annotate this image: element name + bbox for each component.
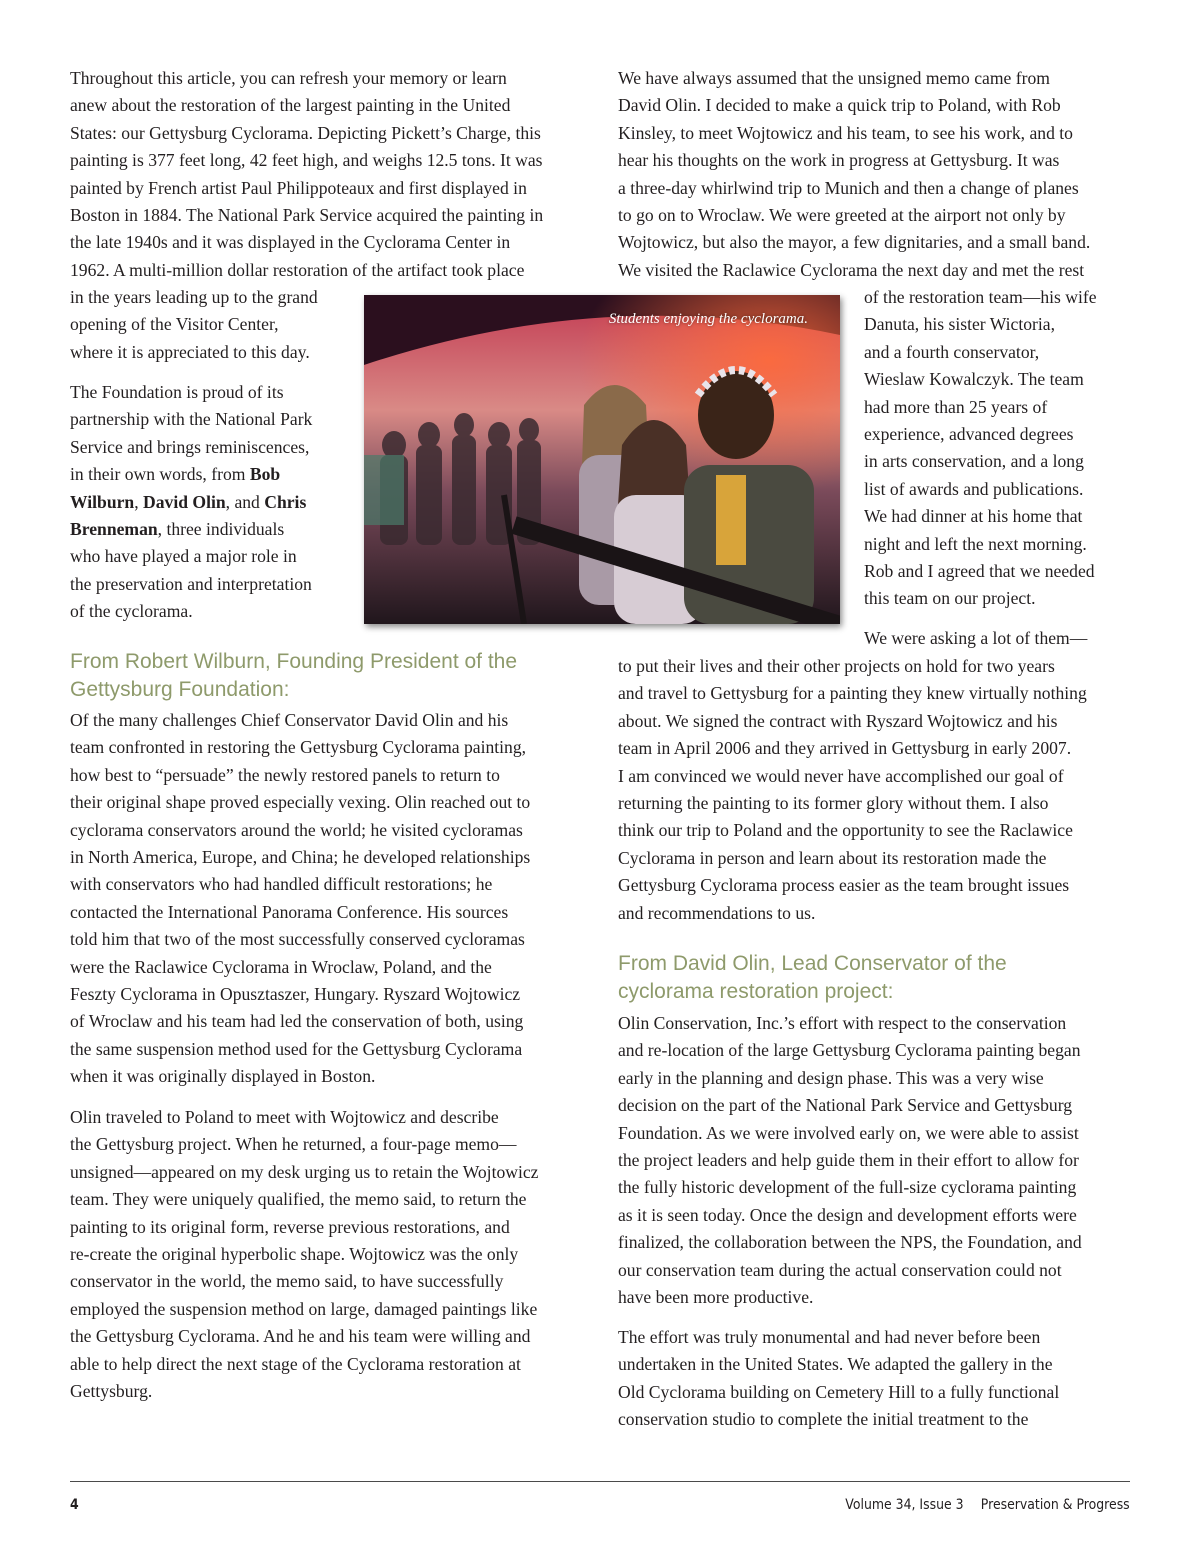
intro-paragraph-2-end: , three individuals who have played a major role in the preservation and interpretation of the cyclorama. bbox=[70, 519, 312, 622]
footer-divider bbox=[70, 1481, 1130, 1482]
name-chris-brenneman: Chris Brenneman bbox=[70, 491, 307, 540]
wilburn-paragraph-1: Of the many challenges Chief Conservator David Olin and his team confronted in restoring the Gettysburg Cyclorama painting, how best to “persuade” the newly restored panels to return to their original shape proved especially vexing. Olin reached out to cyclorama conservators around the world; he visited cycloramas in North America, Europe, and China; he developed relationships with conservators who had handled difficult restorations; he contacted the International Panorama Conference. His sources told him that two of the most successfully conserved cycloramas were the Raclawice Cyclorama in Wroclaw, Poland, and the Feszty Cyclorama in Opusztaszer, Hungary. Ryszard Wojtowicz of Wroclaw and his team had led the conservation of both, using the same suspension method used for the Gettysburg Cyclorama when it was originally displayed in Boston. bbox=[70, 710, 531, 1087]
issue-label: Volume 34, Issue 3 bbox=[845, 1497, 964, 1513]
page-number: 4 bbox=[70, 1497, 79, 1513]
students-cyclorama-photo bbox=[364, 295, 840, 624]
footer-publication-info bbox=[846, 1497, 1130, 1513]
wilburn-heading: From Robert Wilburn, Founding President of the Gettysburg Foundation: bbox=[70, 650, 518, 701]
wilburn-paragraph-4-continued: to put their lives and their other projects on hold for two years and travel to Gettysburg for a painting they knew virtually nothing about. We signed the contract with Ryszard Wojtowicz and his team in April 2006 and they arrived in Gettysburg in early 2007. I am convinced we would never have accomplished our goal of returning the painting to its former glory without them. I also think our trip to Poland and the opportunity to see the Raclawice Cyclorama in person and learn about its restoration made the Gettysburg Cyclorama process easier as the team brought issues and recommendations to us. bbox=[618, 656, 1087, 923]
photo-illustration bbox=[364, 295, 840, 624]
name-bob-wilburn: Bob Wilburn bbox=[70, 464, 281, 512]
olin-paragraph-2: The effort was truly monumental and had never before been undertaken in the United States. We adapted the gallery in the Old Cyclorama building on Cemetery Hill to a fully functional conservation studio to complete the initial treatment to the bbox=[618, 1327, 1060, 1430]
separator: , bbox=[134, 491, 144, 512]
intro-paragraph-1: Throughout this article, you can refresh your memory or learn anew about the restoration of the largest painting in the United States: our Gettysburg Cyclorama. Depicting Pickett’s Charge, this painting is 377 feet long, 42 feet high, and weighs 12.5 tons. It was painted by French artist Paul Philippoteaux and first displayed in Boston in 1884. The National Park Service acquired the painting in the late 1940s and it was displayed in the Cyclorama Center in 1962. A multi-million dollar restoration of the artifact took place bbox=[70, 68, 544, 280]
intro-paragraph-2-start: The Foundation is proud of its partnership with the National Park Service and brings reminiscences, in their own words, from bbox=[70, 382, 313, 485]
intro-paragraph-2 bbox=[70, 379, 360, 626]
wilburn-paragraph-4: We were asking a lot of them— bbox=[864, 628, 1088, 648]
photo-caption: Students enjoying the cyclorama. bbox=[608, 311, 808, 327]
olin-heading: From David Olin, Lead Conservator of the cyclorama restoration project: bbox=[618, 952, 1007, 1003]
wilburn-paragraph-2: Olin traveled to Poland to meet with Wojtowicz and describe the Gettysburg project. When he returned, a four-page memo— unsigned—appeared on my desk urging us to retain the Wojtowicz team. They were uniquely qualified, the memo said, to return the painting to its original form, reverse previous restorations, and re-create the original hyperbolic shape. Wojtowicz was the only conservator in the world, the memo said, to have successfully employed the suspension method on large, damaged paintings like the Gettysburg Cyclorama. And he and his team were willing and able to help direct the next stage of the Cyclorama restoration at Gettysburg. bbox=[70, 1107, 539, 1402]
intro-paragraph-1-continued: in the years leading up to the grand opening of the Visitor Center, where it is appreciated to this day. bbox=[70, 287, 318, 362]
wilburn-paragraph-3: We have always assumed that the unsigned memo came from David Olin. I decided to make a quick trip to Poland, with Rob Kinsley, to meet Wojtowicz and his team, to see his work, and to hear his thoughts on the work in progress at Gettysburg. It was a three-day whirlwind trip to Munich and then a change of planes to go on to Wroclaw. We were greeted at the airport not only by Wojtowicz, but also the mayor, a few dignitaries, and a small band. We visited the Raclawice Cyclorama the next day and met the rest bbox=[618, 68, 1091, 280]
publication-title: Preservation & Progress bbox=[981, 1497, 1130, 1513]
separator: , and bbox=[225, 491, 265, 512]
name-david-olin: David Olin bbox=[143, 491, 226, 512]
olin-paragraph-1: Olin Conservation, Inc.’s effort with respect to the conservation and re-location of the large Gettysburg Cyclorama painting began early in the planning and design phase. This was a very wise decision on the part of the National Park Service and Gettysburg Foundation. As we were involved early on, we were able to assist the project leaders and help guide them in their effort to allow for the fully historic development of the full-size cyclorama painting as it is seen today. Once the design and development efforts were finalized, the collaboration between the NPS, the Foundation, and our conservation team during the actual conservation could not have been more productive. bbox=[618, 1013, 1082, 1308]
wilburn-paragraph-3-continued: of the restoration team—his wife Danuta, his sister Wictoria, and a fourth conservator, Wieslaw Kowalczyk. The team had more than 25 years of experience, advanced degrees in arts conservation, and a long list of awards and publications. We had dinner at his home that night and left the next morning. Rob and I agreed that we needed this team on our project. bbox=[864, 287, 1097, 609]
